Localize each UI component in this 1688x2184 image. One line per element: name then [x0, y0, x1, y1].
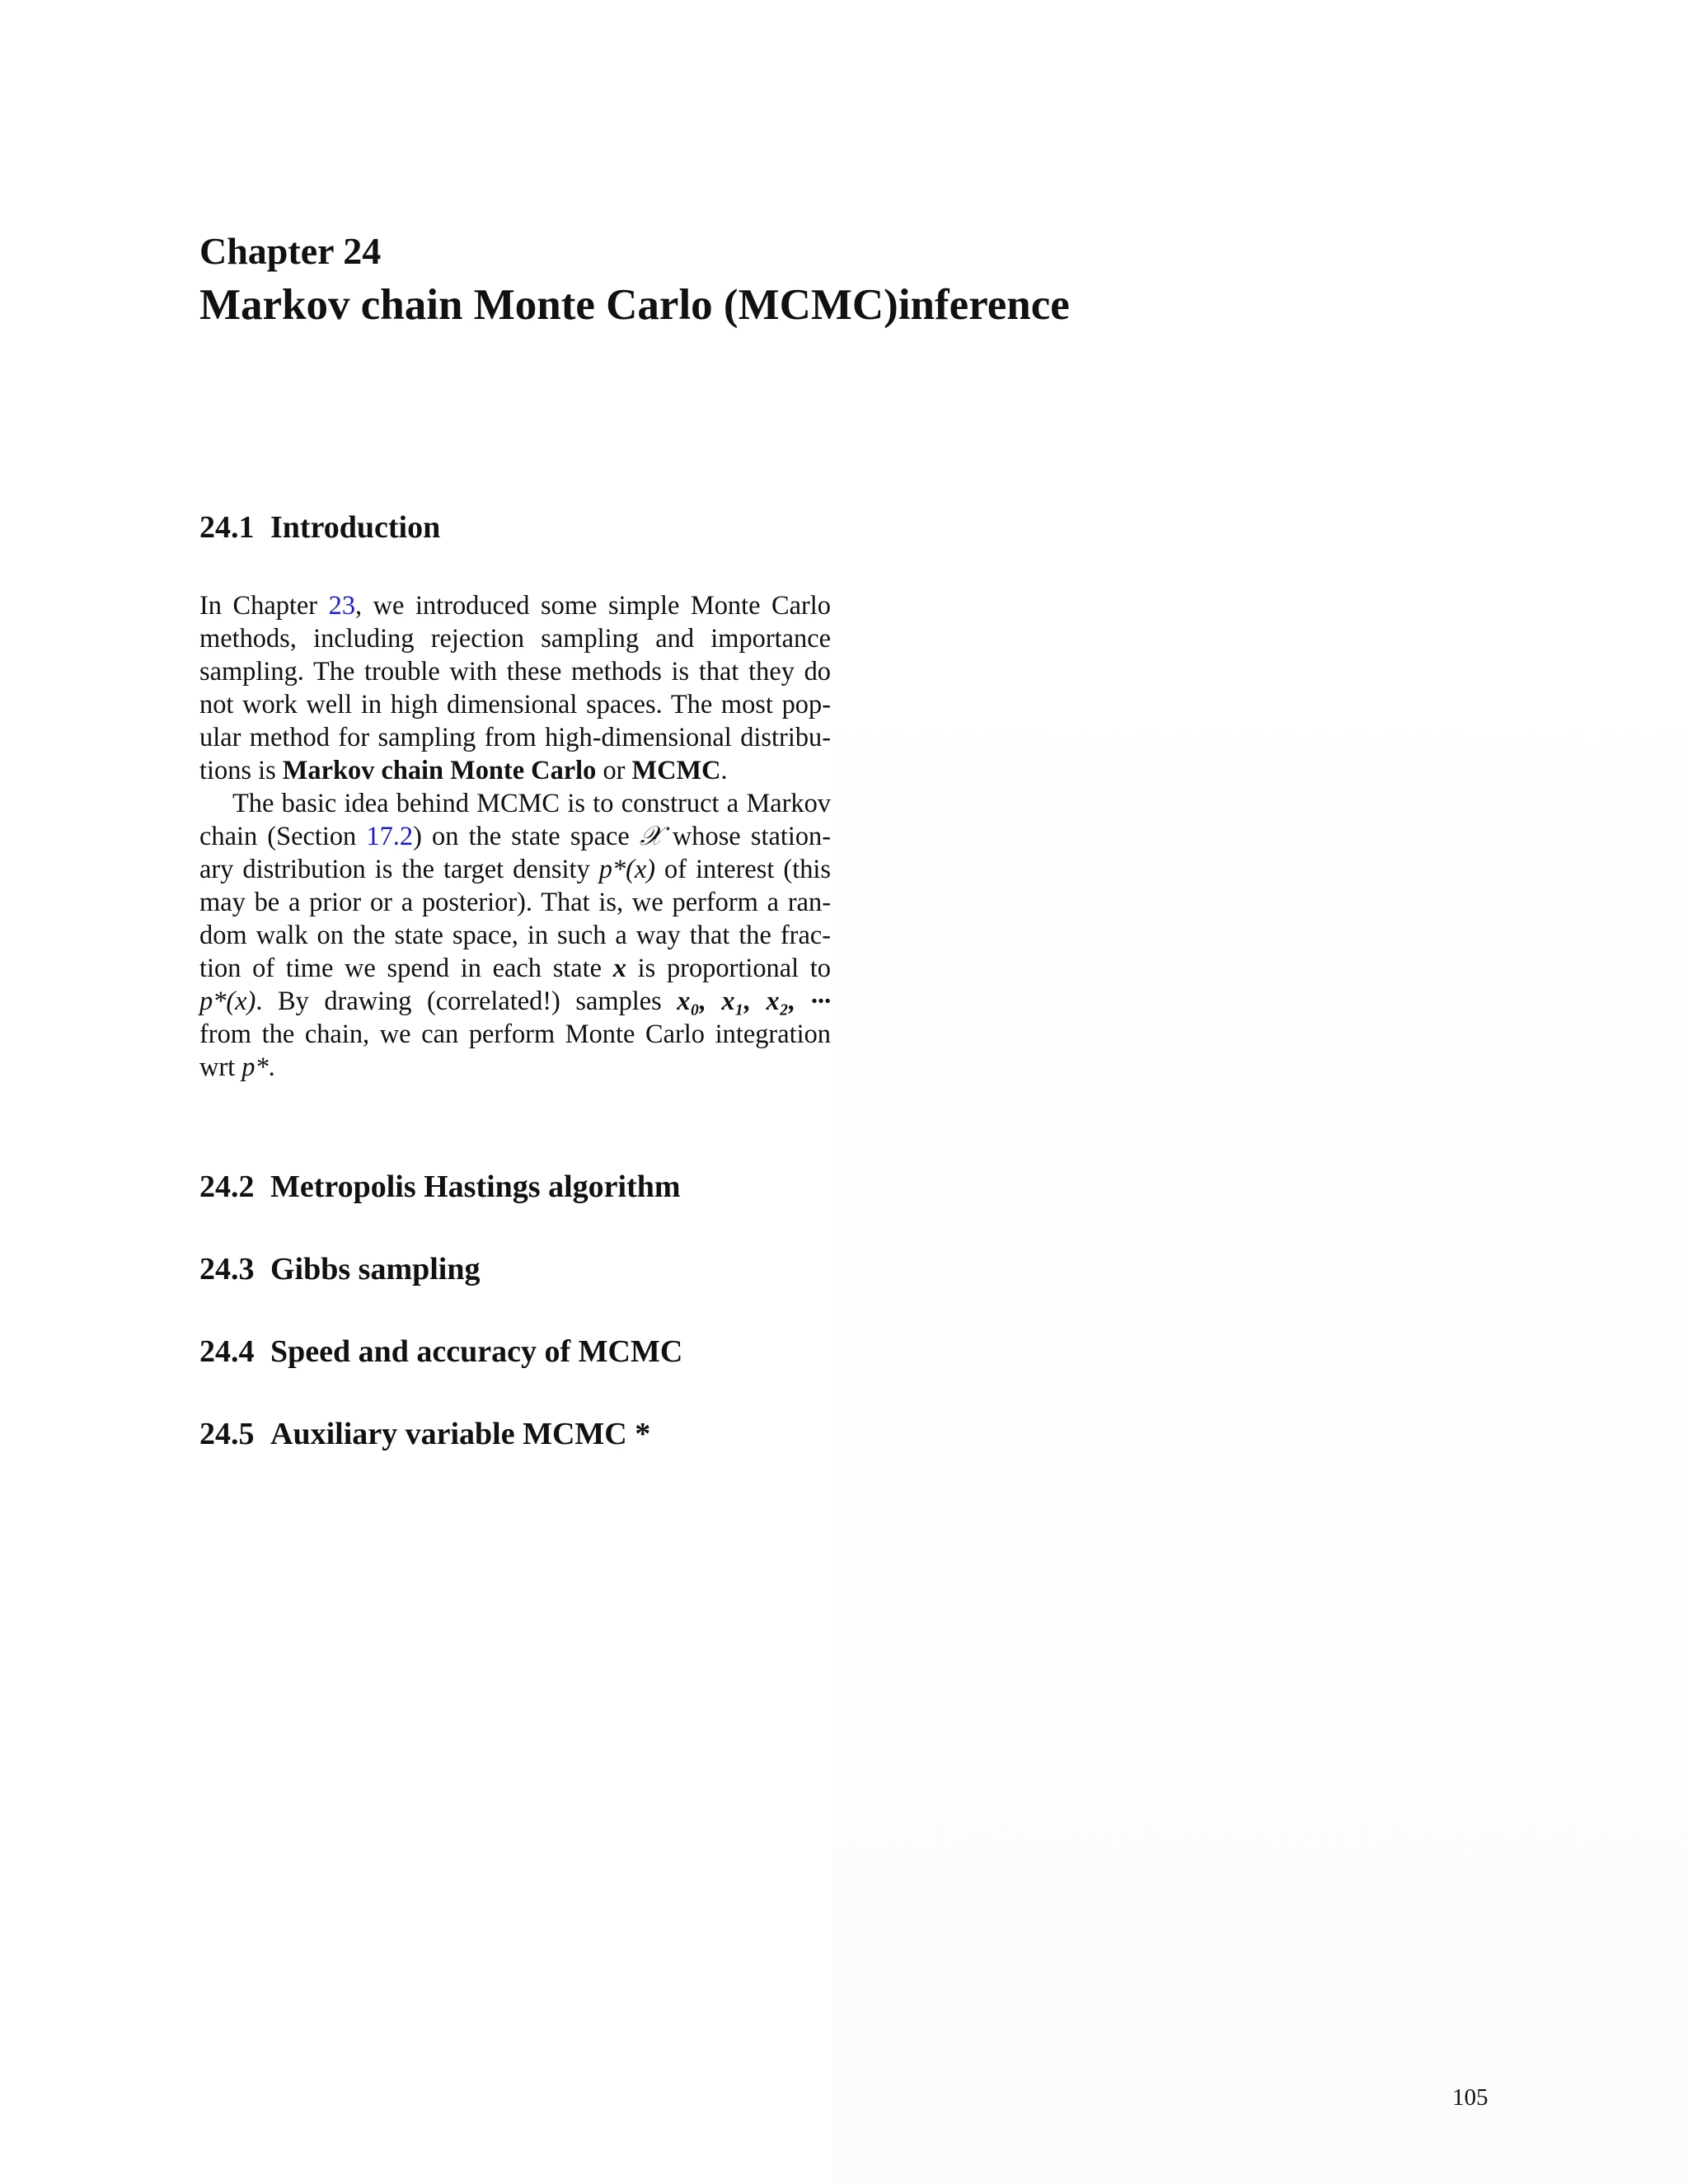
section-heading-gibbs-sampling [199, 1250, 481, 1288]
section-title: Metropolis Hastings algorithm [270, 1169, 681, 1204]
math-state-space: 𝒳 [639, 822, 663, 851]
section-number: 24.3 [199, 1252, 255, 1286]
math-target-density: p*(x) [598, 855, 656, 884]
page-background-shade [832, 577, 1688, 2184]
text-line: The basic idea behind MCMC is to construct a Markov [232, 789, 831, 818]
text-line: ular method for sampling from high-dimensional distribu- [199, 723, 831, 752]
section-number: 24.1 [199, 510, 255, 545]
chapter-label: Chapter 24 [199, 230, 382, 272]
text-line: may be a prior or a posterior). That is, we perform a ran- [199, 888, 831, 917]
math-samples: x₀, x₁, x₂, ··· [677, 987, 831, 1016]
paragraph-1 [199, 589, 831, 787]
math-state: x [612, 954, 626, 983]
text-line: wrt p*. [199, 1052, 275, 1082]
text-line: tions is Markov chain Monte Carlo or MCMC. [199, 756, 728, 785]
chapter-title: Markov chain Monte Carlo (MCMC)inference [199, 281, 1070, 329]
section-number: 24.4 [199, 1334, 255, 1369]
text-line: not work well in high dimensional spaces. The most pop- [199, 690, 831, 719]
section-heading-introduction [199, 509, 440, 546]
section-title: Speed and accuracy of MCMC [270, 1334, 683, 1369]
text-line: chain (Section 17.2) on the state space 𝒳 whose station- [199, 822, 831, 851]
introduction-body [199, 589, 831, 1084]
paragraph-2 [199, 787, 831, 1084]
section-heading-speed-accuracy [199, 1333, 682, 1371]
section-number: 24.5 [199, 1417, 255, 1451]
section-title: Auxiliary variable MCMC * [270, 1417, 651, 1451]
text-line: sampling. The trouble with these methods is that they do [199, 657, 831, 687]
text-line: In Chapter 23, we introduced some simple Monte Carlo [199, 591, 831, 621]
section-heading-metropolis-hastings [199, 1168, 681, 1206]
term-mcmc: MCMC [631, 756, 721, 785]
text-line: tion of time we spend in each state x is proportional to [199, 954, 831, 983]
text-line: dom walk on the state space, in such a way that the frac- [199, 921, 831, 950]
section-link[interactable]: 17.2 [366, 822, 414, 851]
math-p-star: p* [241, 1052, 269, 1082]
text-line: p*(x). By drawing (correlated!) samples x₀, x₁, x₂, ··· [199, 987, 831, 1016]
text-line: methods, including rejection sampling and importance [199, 624, 831, 654]
term-mcmc-full: Markov chain Monte Carlo [282, 756, 597, 785]
section-title: Gibbs sampling [270, 1252, 481, 1286]
math-target-density: p*(x) [199, 987, 256, 1016]
chapter-link[interactable]: 23 [328, 591, 356, 621]
page-number: 105 [1452, 2084, 1489, 2111]
text-line: ary distribution is the target density p*(x) of interest (this [199, 855, 831, 884]
text-line: from the chain, we can perform Monte Carlo integration [199, 1019, 831, 1049]
section-title: Introduction [270, 510, 441, 545]
section-heading-auxiliary-variable [199, 1415, 650, 1453]
section-number: 24.2 [199, 1169, 255, 1204]
